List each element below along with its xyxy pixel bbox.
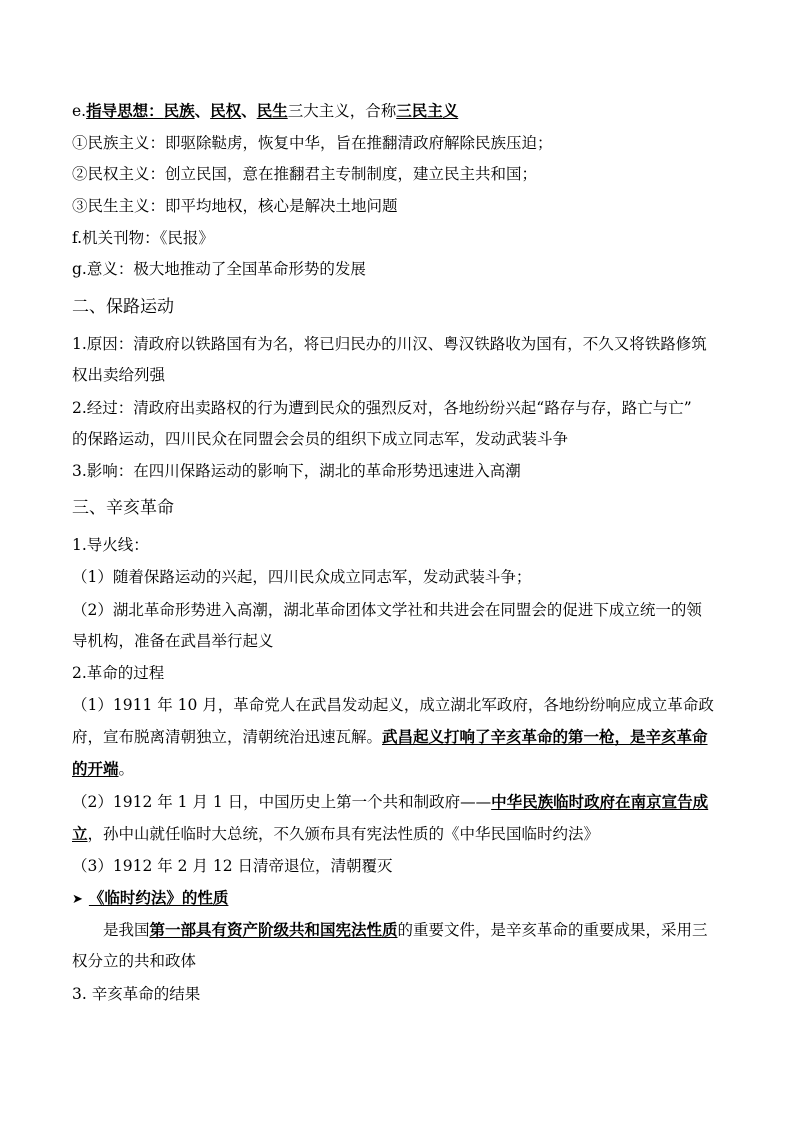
arrow-bullet-icon: ➤ <box>72 892 83 907</box>
separator: 、 <box>241 101 257 120</box>
constitution-nature-line-2: 权分立的共和政体 <box>72 952 197 970</box>
minsheng-term: 民生 <box>256 101 288 120</box>
f-publication: f.机关刊物：《民报》 <box>72 229 214 247</box>
s3-process-1-line-3 <box>72 759 134 779</box>
process-2-rest-text: ，孙中山就任临时大总统，不久颁布具有宪法性质的《中华民国临时约法》 <box>87 825 600 843</box>
minquan-principle: ②民权主义：创立民国，意在推翻君主专制制度，建立民主共和国； <box>72 165 538 183</box>
s3-process-1-line-2 <box>72 727 708 747</box>
minzu-term: 民族 <box>163 101 195 120</box>
constitution-nature-title-line <box>72 888 228 910</box>
s3-trigger-item-2-line-2: 导机构，准备在武昌举行起义 <box>72 632 274 650</box>
s3-process-3: （3）1912 年 2 月 12 日清帝退位，清朝覆灭 <box>72 857 393 875</box>
guiding-thought-label: 指导思想： <box>86 101 164 120</box>
wuchang-uprising-emphasis: 武昌起义打响了辛亥革命的第一枪，是辛亥革命 <box>382 727 708 746</box>
s2-process-line-2: 的保路运动，四川民众在同盟会会员的组织下成立同志军，发动武装斗争 <box>72 430 569 448</box>
constitution-nature-line-1 <box>103 920 708 940</box>
s3-process-1-line-1: （1）1911 年 10 月，革命党人在武昌发动起义，成立湖北军政府，各地纷纷响应成立革命政 <box>72 696 714 714</box>
s2-impact: 3.影响：在四川保路运动的影响下，湖北的革命形势迅速进入高潮 <box>72 462 521 480</box>
s3-process-title: 2.革命的过程 <box>72 664 165 682</box>
sanmin-term: 三民主义 <box>396 101 459 120</box>
s3-trigger-title: 1.导火线： <box>72 536 149 554</box>
provisional-government-emphasis: 中华民族临时政府在南京宣告成 <box>491 792 709 811</box>
s3-trigger-item-2-line-1: （2）湖北革命形势进入高潮，湖北革命团体文学社和共进会在同盟会的促进下成立统一的领 <box>72 601 702 619</box>
s2-cause-line-2: 权出卖给列强 <box>72 366 166 384</box>
e-prefix: e. <box>72 102 87 120</box>
process-1-plain-text: 府，宣布脱离清朝独立，清朝统治迅速瓦解。 <box>72 728 383 746</box>
section-two-heading: 二、保路运动 <box>72 297 174 317</box>
s3-trigger-item-1: （1）随着保路运动的兴起，四川民众成立同志军，发动武装斗争； <box>72 568 532 586</box>
s2-process-line-1: 2.经过：清政府出卖路权的行为遭到民众的强烈反对，各地纷纷兴起“路存与存，路亡与亡” <box>72 399 692 417</box>
constitution-nature-title: 《临时约法》的性质 <box>88 888 229 907</box>
nature-plain-1: 是我国 <box>103 921 150 939</box>
s3-process-2-line-2 <box>72 824 599 844</box>
period: 。 <box>118 760 135 778</box>
e-guiding-thought-line <box>72 101 458 121</box>
minzu-principle: ①民族主义：即驱除鞑虏，恢复中华，旨在推翻清政府解除民族压迫； <box>72 134 553 152</box>
revolution-start-emphasis: 的开端 <box>72 759 119 778</box>
separator: 、 <box>194 101 211 120</box>
g-significance: g.意义：极大地推动了全国革命形势的发展 <box>72 260 366 278</box>
s3-result-title: 3. 辛亥革命的结果 <box>72 985 201 1003</box>
minquan-term: 民权 <box>210 101 242 120</box>
s3-process-2-line-1 <box>72 792 708 812</box>
section-three-heading: 三、辛亥革命 <box>72 498 174 518</box>
s2-cause-line-1: 1.原因：清政府以铁路国有为名，将已归民办的川汉、粤汉铁路收为国有，不久又将铁路修筑 <box>72 335 707 353</box>
process-2-plain-text: （2）1912 年 1 月 1 日，中国历史上第一个共和制政府—— <box>72 793 492 811</box>
nature-plain-2: 的重要文件，是辛亥革命的重要成果，采用三 <box>397 921 708 939</box>
minsheng-principle: ③民生主义：即平均地权，核心是解决土地问题 <box>72 197 398 215</box>
three-principles-text: 三大主义，合称 <box>287 102 397 120</box>
provisional-government-emphasis-end: 立 <box>72 824 88 843</box>
first-bourgeois-constitution-emphasis: 第一部具有资产阶级共和国宪法性质 <box>149 920 398 939</box>
